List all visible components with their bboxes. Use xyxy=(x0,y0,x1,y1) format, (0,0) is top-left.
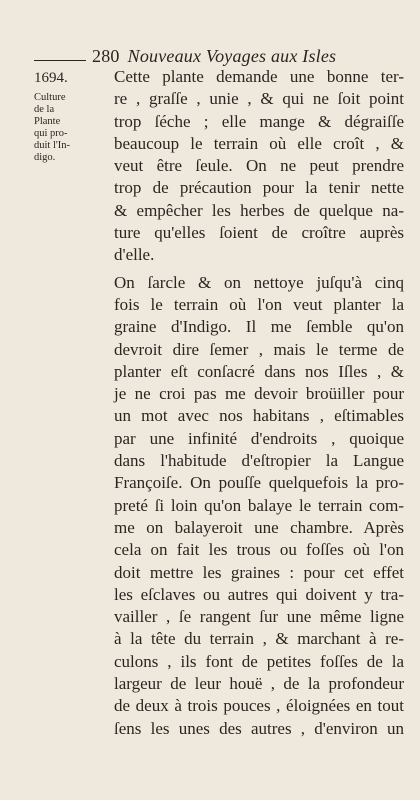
text-line: veut être ſeule. On ne peut prendre xyxy=(114,156,404,176)
text-line: vailler , ſe rangent ſur une même ligne xyxy=(114,607,404,627)
margin-note-line: duit l'In- xyxy=(34,140,71,151)
text-line: trop de précaution pour la tenir nette xyxy=(114,178,404,198)
margin-note-line: Culture xyxy=(34,92,66,103)
margin-note-line: qui pro- xyxy=(34,128,68,139)
text-line: devroit dire ſemer , mais le terme de xyxy=(114,339,404,359)
page-number: 280 xyxy=(92,46,120,66)
text-line: doit mettre les graines : pour cet effet xyxy=(114,562,404,582)
margin-note-line: Plante xyxy=(34,116,61,127)
text-line: beaucoup le terrain où elle croît , & xyxy=(114,133,404,153)
body-text xyxy=(114,66,404,740)
text-line: fois le terrain où l'on veut planter la xyxy=(114,294,404,314)
text-line: un mot avec nos habitans , eſtimables xyxy=(114,406,404,426)
text-line: graine d'Indigo. Il me ſemble qu'on xyxy=(114,317,404,337)
text-line: dans l'habitude d'eſtropier la Langue xyxy=(114,451,404,471)
paragraph-1 xyxy=(114,66,404,267)
text-line: Françoiſe. On pouſſe quelquefois la pro- xyxy=(114,473,404,493)
text-line: les eſclaves ou autres qui doivent y tra- xyxy=(114,584,404,604)
text-line: ſens les unes des autres , d'environ un xyxy=(114,718,404,738)
text-line: preté ſi loin qu'on balaye le terrain com- xyxy=(114,495,404,515)
text-line: planter eſt conſacré dans nos Iſles , & xyxy=(114,361,404,381)
text-line: à la tête du terrain , & marchant à re- xyxy=(114,629,404,649)
text-line: culons , ils font de petites foſſes de la xyxy=(114,651,404,671)
header-rule xyxy=(34,60,86,61)
text-line: cela on fait les trous ou foſſes où l'on xyxy=(114,540,404,560)
text-line: & empêcher les herbes de quelque na- xyxy=(114,200,404,220)
margin-year: 1694. xyxy=(34,70,68,86)
text-line: me on balayeroit une chambre. Après xyxy=(114,517,404,537)
text-line: par une infinité d'endroits , quoique xyxy=(114,428,404,448)
paragraph-2 xyxy=(114,272,404,740)
margin-note-line: de la xyxy=(34,104,55,115)
text-line: re , graſſe , unie , & qui ne ſoit point xyxy=(114,89,404,109)
margin-note-line: digo. xyxy=(34,152,56,163)
text-line: trop ſéche ; elle mange & dégraiſſe xyxy=(114,111,404,131)
margin-note xyxy=(34,92,86,164)
text-line: Cette plante demande une bonne ter- xyxy=(114,67,404,86)
running-header xyxy=(92,46,336,67)
text-line: largeur de leur houë , de la profondeur xyxy=(114,674,404,694)
text-line: On ſarcle & on nettoye juſqu'à cinq xyxy=(114,272,404,292)
text-line: de deux à trois pouces , éloignées en tout xyxy=(114,696,404,716)
text-line: ture qu'elles ſoient de croître auprès xyxy=(114,223,404,243)
running-title: Nouveaux Voyages aux Isles xyxy=(127,46,337,66)
text-line: d'elle. xyxy=(114,245,155,265)
text-line: je ne croi pas me devoir broüiller pour xyxy=(114,384,404,404)
